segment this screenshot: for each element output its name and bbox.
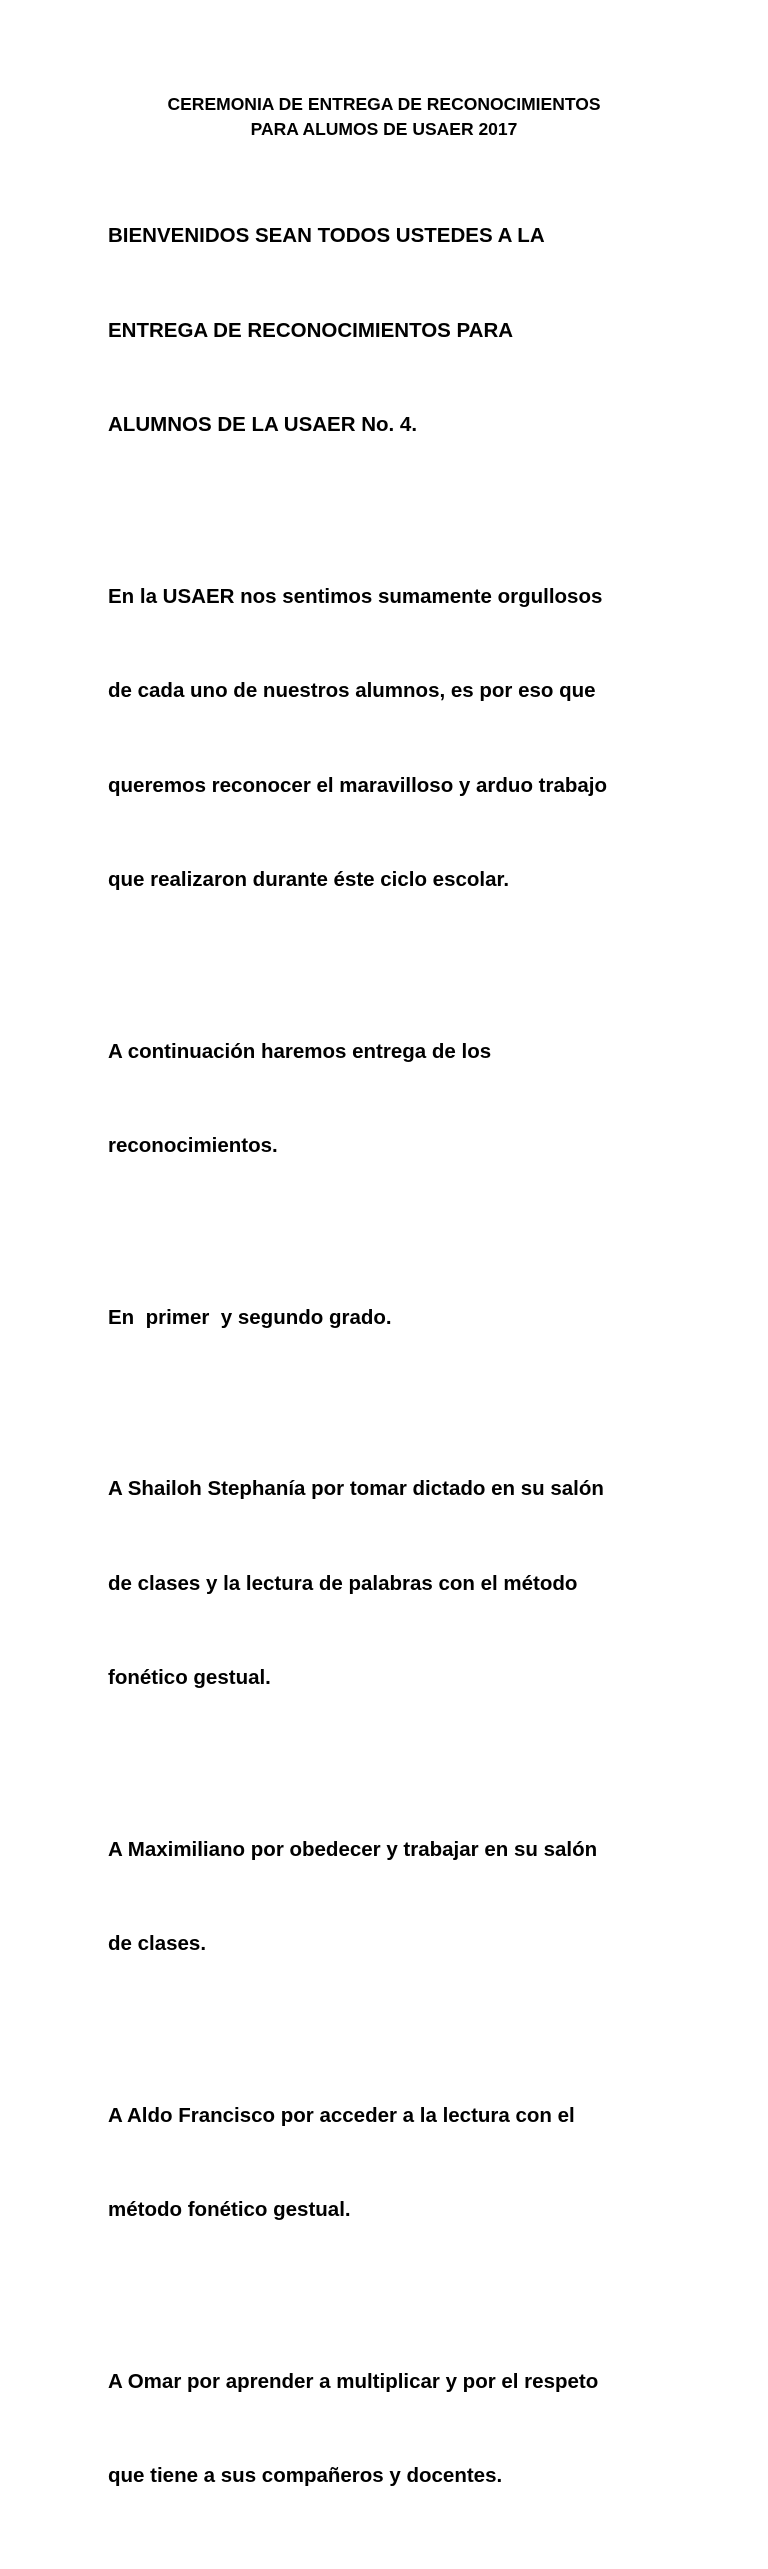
award-paragraph <box>108 1771 708 2023</box>
paragraph-line: BIENVENIDOS SEAN TODOS USTEDES A LA <box>108 224 545 247</box>
grade-paragraph <box>108 1239 708 1397</box>
paragraph-line: de clases y la lectura de palabras con el método <box>108 1571 578 1595</box>
paragraph-line: que realizaron durante éste ciclo escolar. <box>108 868 510 891</box>
paragraph-line: A Shailoh Stephanía por tomar dictado en su salón <box>108 1477 604 1500</box>
announcement-paragraph <box>108 973 708 1225</box>
welcome-paragraph <box>108 157 708 504</box>
paragraph-line: ALUMNOS DE LA USAER No. 4. <box>108 413 418 436</box>
intro-paragraph <box>108 518 708 959</box>
paragraph-line: queremos reconocer el maravilloso y arduo trabajo <box>108 773 608 797</box>
paragraph-line: método fonético gestual. <box>108 2198 351 2221</box>
paragraph-line: ENTREGA DE RECONOCIMIENTOS PARA <box>108 318 514 342</box>
title-line: PARA ALUMOS DE USAER 2017 <box>250 119 518 139</box>
award-paragraph <box>108 1410 708 1757</box>
award-paragraph <box>108 2303 708 2555</box>
paragraph-line: A Omar por aprender a multiplicar y por el respeto <box>108 2369 599 2393</box>
document-body <box>108 157 708 2569</box>
paragraph-line: de cada uno de nuestros alumnos, es por eso que <box>108 679 596 702</box>
paragraph-line: En la USAER nos sentimos sumamente orgullosos <box>108 584 603 608</box>
document-title <box>108 92 660 142</box>
paragraph-line: de clases. <box>108 1932 207 1955</box>
paragraph-line: A Maximiliano por obedecer y trabajar en su salón <box>108 1837 598 1861</box>
paragraph-line: que tiene a sus compañeros y docentes. <box>108 2464 503 2487</box>
paragraph-line: En primer y segundo grado. <box>108 1305 392 1329</box>
paragraph-line: reconocimientos. <box>108 1134 278 1157</box>
paragraph-line: A Aldo Francisco por acceder a la lectura con el <box>108 2103 575 2127</box>
award-paragraph <box>108 2037 708 2289</box>
title-line: CEREMONIA DE ENTREGA DE RECONOCIMIENTOS <box>167 94 601 114</box>
paragraph-line: fonético gestual. <box>108 1666 271 1689</box>
paragraph-line: A continuación haremos entrega de los <box>108 1039 492 1063</box>
